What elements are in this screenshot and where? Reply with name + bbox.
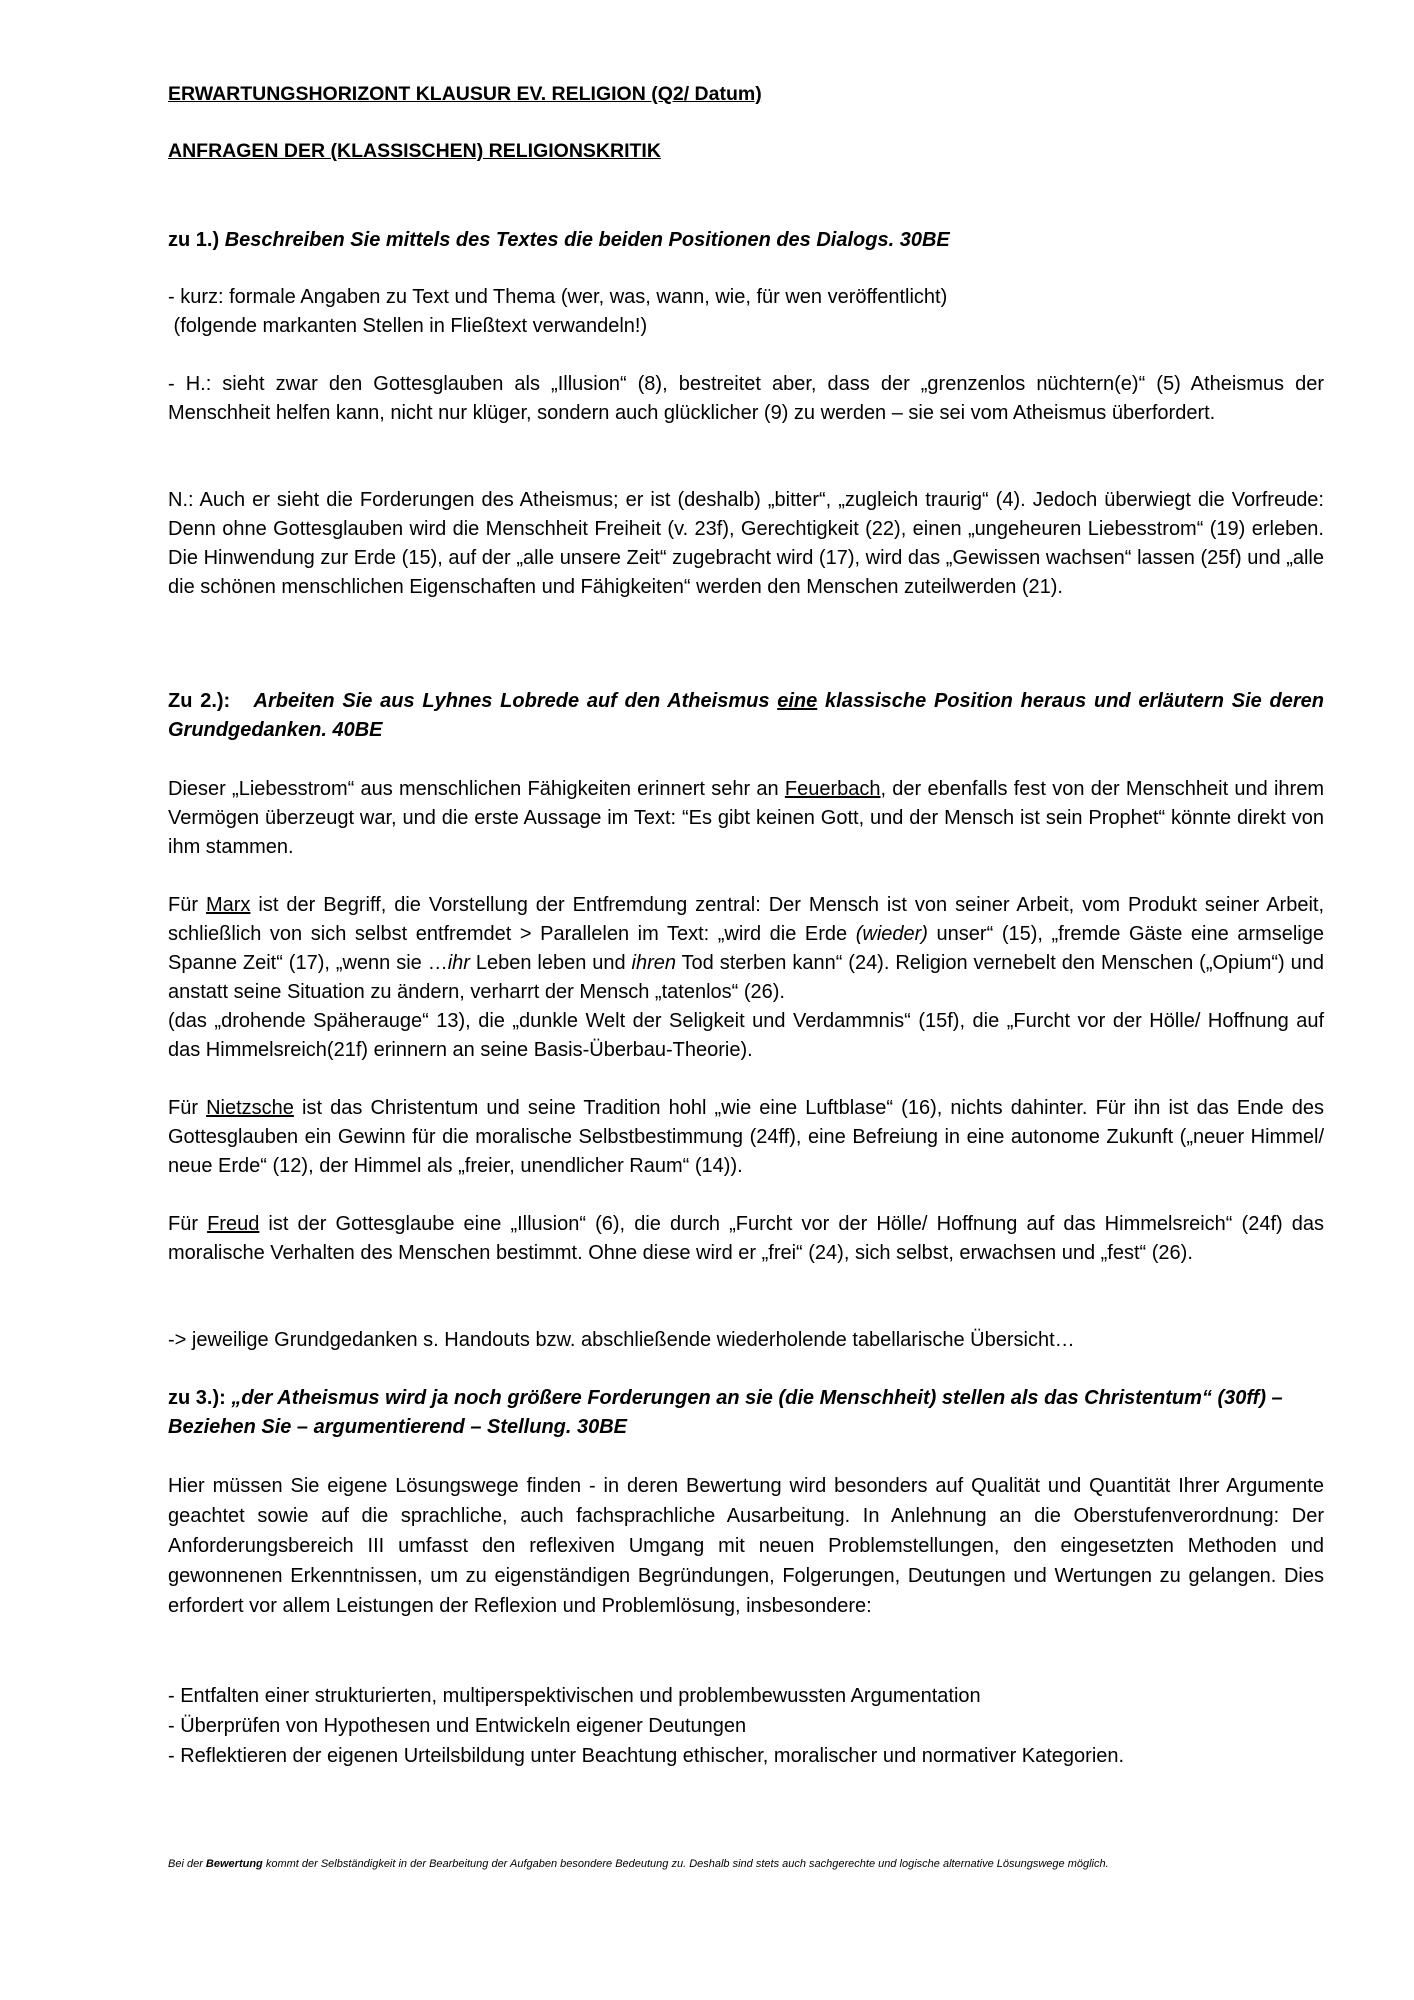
question-2-task-part2: klassische Position heraus und erläutern Sie deren Grundgedanken. 40BE <box>168 690 1324 741</box>
question-1-intro <box>168 283 1324 341</box>
footer-note <box>168 1857 1324 1871</box>
footer-text-post: kommt der Selbständigkeit in der Bearbeitung der Aufgaben besondere Bedeutung zu. Deshalb sind stets auch sachgerechte und logische alternative Lösungswege möglich. <box>262 1858 1109 1870</box>
marx-text-c: Leben leben und <box>469 952 632 974</box>
criteria-item: - Überprüfen von Hypothesen und Entwickeln eigener Deutungen <box>168 1715 747 1737</box>
marx-paragraph <box>168 891 1324 1007</box>
question-2-task-part1: Arbeiten Sie aus Lyhnes Lobrede auf den Atheismus <box>253 690 778 712</box>
question-3-task-line1: „der Atheismus wird ja noch größere Forderungen an sie (die Menschheit) stellen als das Christentum“ (30ff) – <box>225 1387 1283 1409</box>
question-2-label: Zu 2.): <box>168 690 231 712</box>
question-1-h-paragraph: - H.: sieht zwar den Gottesglauben als „Illusion“ (8), bestreitet aber, dass der „grenzenlos nüchtern(e)“ (5) Atheismus der Menschheit helfen kann, nicht nur klüger, sondern auch glücklicher (9) zu werden – sie sei vom Atheismus überfordert. <box>168 373 1324 424</box>
marx-extra-paragraph: (das „drohende Späherauge“ 13), die „dunkle Welt der Seligkeit und Verdammnis“ (15f), die „Furcht vor der Hölle/ Hoffnung auf das Himmelsreich(21f) erinnern an seine Basis-Überbau-Theorie). <box>168 1010 1324 1061</box>
freud-text-pre: Für <box>168 1213 208 1235</box>
footer-text-bold: Bewertung <box>205 1858 263 1870</box>
question-3-task-line2: Beziehen Sie – argumentierend – Stellung. 30BE <box>168 1416 628 1438</box>
marx-text-italic-3: ihren <box>631 952 676 974</box>
question-1-intro-line1: - kurz: formale Angaben zu Text und Thema (wer, was, wann, wie, für wen veröffentlicht) <box>168 286 948 308</box>
nietzsche-text-pre: Für <box>168 1097 207 1119</box>
question-2-task-emphasis: eine <box>777 690 818 712</box>
document-title: ERWARTUNGSHORIZONT KLAUSUR EV. RELIGION (Q2/ Datum) <box>168 83 762 105</box>
freud-name: Freud <box>207 1213 260 1235</box>
question-3-paragraph: Hier müssen Sie eigene Lösungswege finden - in deren Bewertung wird besonders auf Qualität und Quantität Ihrer Argumente geachtet sowie auf die sprachliche, auch fachsprachliche Ausarbeitung. In Anlehnung an die Oberstufenverordnung: Der Anforderungsbereich III umfasst den reflexiven Umgang mit neuen Problemstellungen, den eingesetzten Methoden und gewonnenen Erkenntnissen, um zu eigenständigen Begründungen, Folgerungen, Deutungen und Wertungen zu gelangen. Dies erfordert vor allem Leistungen der Reflexion und Problemlösung, insbesondere: <box>168 1475 1324 1617</box>
marx-text-italic-2: ihr <box>447 952 470 974</box>
nietzsche-name: Nietzsche <box>206 1097 294 1119</box>
criteria-list <box>168 1681 1324 1771</box>
document-subtitle: ANFRAGEN DER (KLASSISCHEN) RELIGIONSKRITIK <box>168 140 661 162</box>
question-3-label: zu 3.): <box>168 1387 226 1409</box>
feuerbach-name: Feuerbach <box>784 778 881 800</box>
question-3-heading <box>168 1384 1324 1442</box>
marx-text-d: Tod sterben kann“ (24). Religion vernebelt den Menschen („Opium“) und anstatt seine Situation zu ändern, verharrt der Mensch „tatenlos“ (26). <box>168 952 1324 1003</box>
marx-text-b: unser“ (15), „fremde Gäste eine armselige Spanne Zeit“ (17), „wenn sie … <box>168 923 1324 974</box>
criteria-item: - Reflektieren der eigenen Urteilsbildung unter Beachtung ethischer, moralischer und normativer Kategorien. <box>168 1745 1125 1767</box>
feuerbach-paragraph <box>168 775 1324 862</box>
freud-text-post: ist der Gottesglaube eine „Illusion“ (6), die durch „Furcht vor der Hölle/ Hoffnung auf das Himmelsreich“ (24f) das moralische Verhalten des Menschen bestimmt. Ohne diese wird er „frei“ (24), sich selbst, erwachsen und „fest“ (26). <box>168 1213 1324 1264</box>
footer-text-pre: Bei der <box>168 1858 206 1870</box>
nietzsche-text-post: ist das Christentum und seine Tradition hohl „wie eine Luftblase“ (16), nichts dahinter. Für ihn ist das Ende des Gottesglauben ein Gewinn für die moralische Selbstbestimmung (24ff), eine Befreiung in eine autonome Zukunft („neuer Himmel/ neue Erde“ (12), der Himmel als „freier, unendlicher Raum“ (14)). <box>168 1097 1324 1177</box>
marx-name: Marx <box>205 894 251 916</box>
question-1-label: zu 1.) <box>168 229 220 251</box>
question-1-task: Beschreiben Sie mittels des Textes die beiden Positionen des Dialogs. 30BE <box>224 229 950 251</box>
marx-text-pre: Für <box>168 894 206 916</box>
question-1-heading <box>168 226 1324 255</box>
freud-paragraph <box>168 1210 1324 1268</box>
nietzsche-paragraph <box>168 1094 1324 1181</box>
criteria-item: - Entfalten einer strukturierten, multiperspektivischen und problembewussten Argumentation <box>168 1685 981 1707</box>
feuerbach-text-post: , der ebenfalls fest von der Menschheit und ihrem Vermögen überzeugt war, und die erste Aussage im Text: “Es gibt keinen Gott, und der Mensch ist sein Prophet“ könnte direkt von ihm stammen. <box>168 778 1324 858</box>
marx-text-a: ist der Begriff, die Vorstellung der Entfremdung zentral: Der Mensch ist von seiner Arbeit, vom Produkt seiner Arbeit, schließlich von sich selbst entfremdet > Parallelen im Text: „wird die Erde <box>168 894 1324 945</box>
question-1-intro-line2: (folgende markanten Stellen in Fließtext verwandeln!) <box>168 315 648 337</box>
question-2-heading <box>168 687 1324 745</box>
marx-text-italic-1: (wieder) <box>855 923 928 945</box>
question-1-n-paragraph: N.: Auch er sieht die Forderungen des Atheismus; er ist (deshalb) „bitter“, „zugleich traurig“ (4). Jedoch überwiegt die Vorfreude: Denn ohne Gottesglauben wird die Menschheit Freiheit (v. 23f), Gerechtigkeit (22), einen „ungeheuren Liebesstrom“ (19) erleben. Die Hinwendung zur Erde (15), auf der „alle unsere Zeit“ zugebracht wird (17), wird das „Gewissen wachsen“ lassen (25f) und „alle die schönen menschlichen Eigenschaften und Fähigkeiten“ werden den Menschen zuteilwerden (21). <box>168 489 1324 598</box>
handout-note: -> jeweilige Grundgedanken s. Handouts bzw. abschließende wiederholende tabellarische Übersicht… <box>168 1329 1075 1351</box>
feuerbach-text-pre: Dieser „Liebesstrom“ aus menschlichen Fähigkeiten erinnert sehr an <box>168 778 785 800</box>
